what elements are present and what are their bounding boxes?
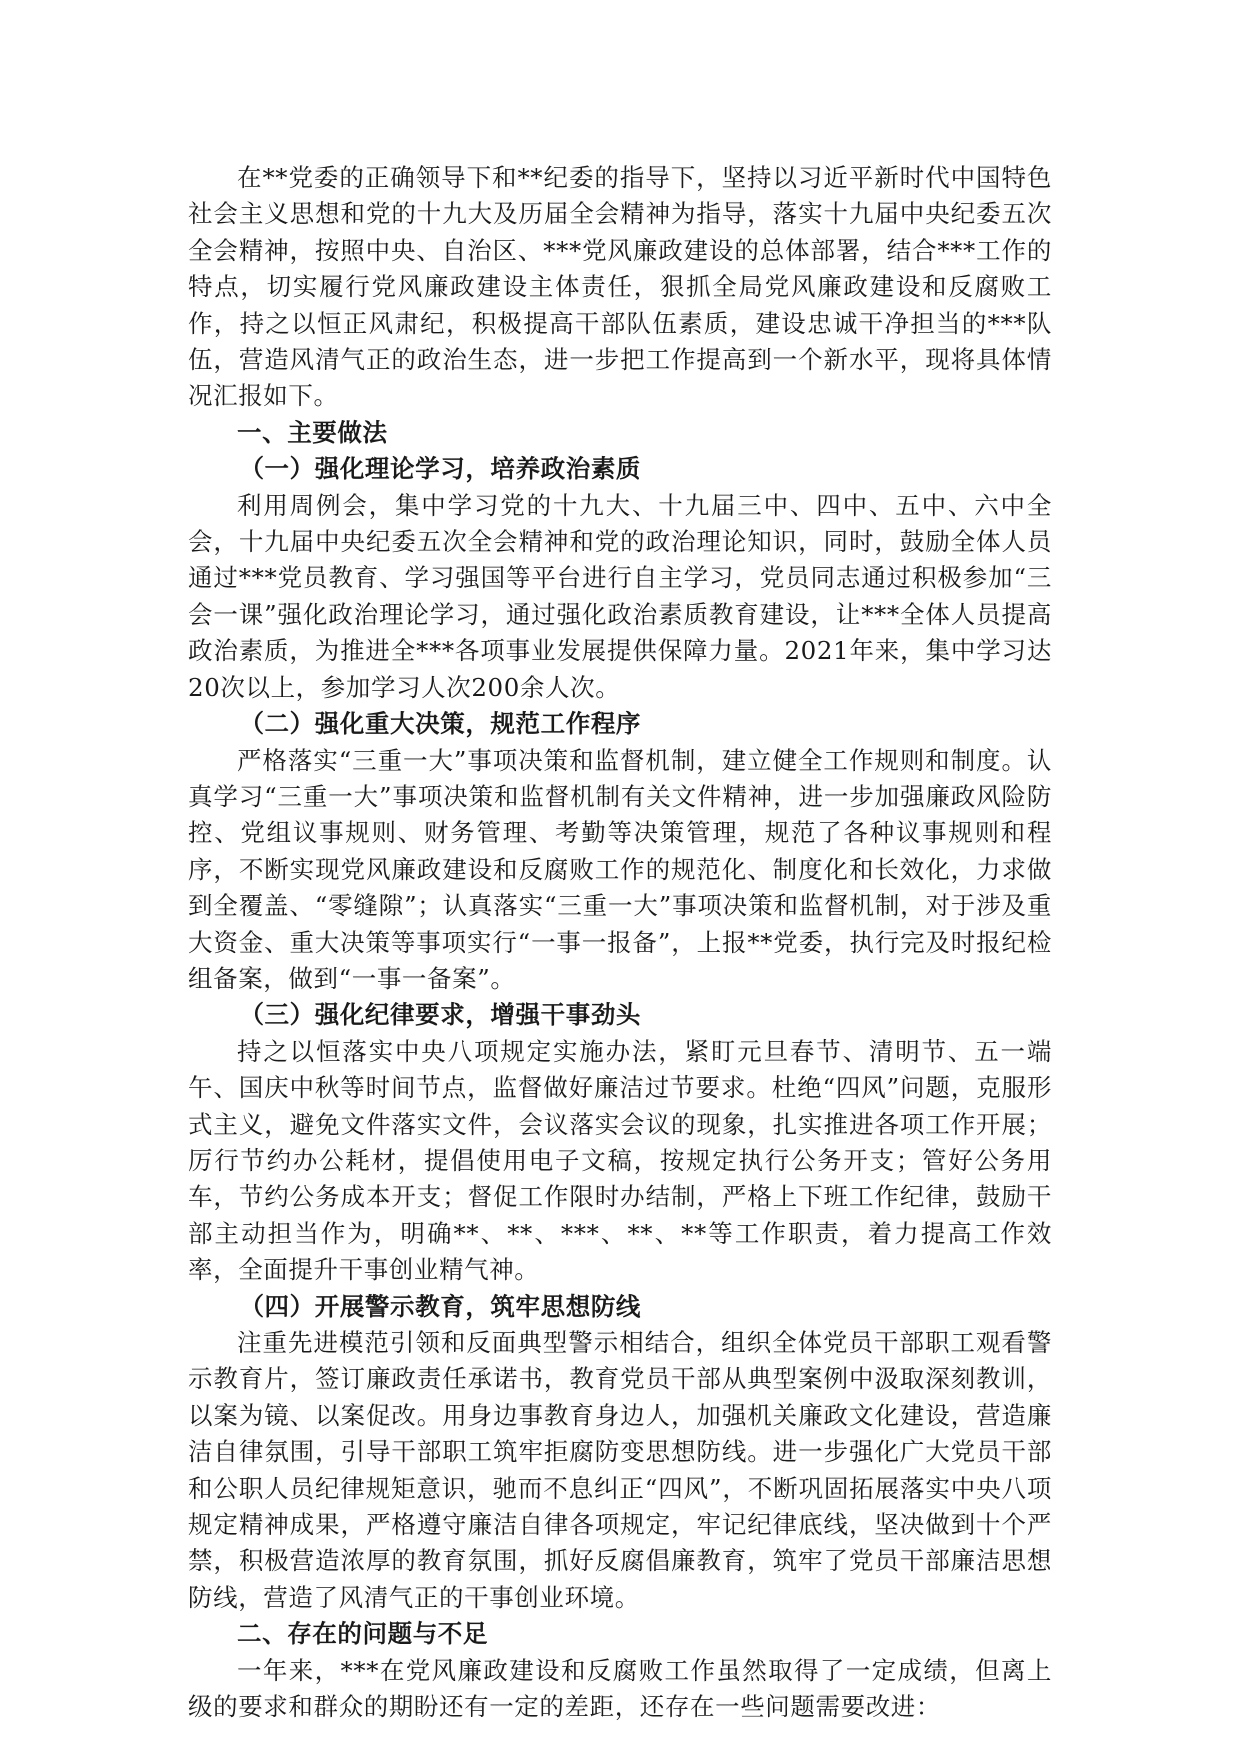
paragraph-theory-study: 利用周例会，集中学习党的十九大、十九届三中、四中、五中、六中全会，十九届中央纪委五次全会精神和党的政治理论知识，同时，鼓励全体人员通过***党员教育、学习强国等平台进行自主学习，党员同志通过积极参加“三会一课”强化政治理论学习，通过强化政治素质教育建设，让***全体人员提高政治素质，为推进全***各项事业发展提供保障力量。2021年来，集中学习达20次以上，参加学习人次200余人次。 (188, 490, 1052, 702)
subheading-warning-education: （四）开展警示教育，筑牢思想防线 (239, 1291, 642, 1321)
subheading-theory-study: （一）强化理论学习，培养政治素质 (239, 454, 642, 484)
intro-paragraph: 在**党委的正确领导下和**纪委的指导下，坚持以习近平新时代中国特色社会主义思想和党的十九大及历届全会精神为指导，落实十九届中央纪委五次全会精神，按照中央、自治区、***党风廉政建设的总体部署，结合***工作的特点，切实履行党风廉政建设主体责任，狠抓全局党风廉政建设和反腐败工作，持之以恒正风肃纪，积极提高干部队伍素质，建设忠诚干净担当的***队伍，营造风清气正的政治生态，进一步把工作提高到一个新水平，现将具体情况汇报如下。 (188, 163, 1052, 411)
section-heading-problems: 二、存在的问题与不足 (237, 1619, 488, 1649)
paragraph-discipline: 持之以恒落实中央八项规定实施办法，紧盯元旦春节、清明节、五一端午、国庆中秋等时间节点，监督做好廉洁过节要求。杜绝“四风”问题，克服形式主义，避免文件落实文件，会议落实会议的现象，扎实推进各项工作开展；厉行节约办公耗材，提倡使用电子文稿，按规定执行公务开支；管好公务用车，节约公务成本开支；督促工作限时办结制，严格上下班工作纪律，鼓励干部主动担当作为，明确**、**、***、**、**等工作职责，着力提高工作效率，全面提升干事创业精气神。 (188, 1036, 1052, 1285)
document-page (188, 160, 1052, 1725)
paragraph-problems: 一年来，***在党风廉政建设和反腐败工作虽然取得了一定成绩，但离上级的要求和群众的期盼还有一定的差距，还存在一些问题需要改进： (188, 1655, 1052, 1722)
paragraph-major-decisions: 严格落实“三重一大”事项决策和监督机制，建立健全工作规则和制度。认真学习“三重一大”事项决策和监督机制有关文件精神，进一步加强廉政风险防控、党组议事规则、财务管理、考勤等决策管理，规范了各种议事规则和程序，不断实现党风廉政建设和反腐败工作的规范化、制度化和长效化，力求做到全覆盖、“零缝隙”；认真落实“三重一大”事项决策和监督机制，对于涉及重大资金、重大决策等事项实行“一事一报备”，上报**党委，执行完及时报纪检组备案，做到“一事一备案”。 (188, 745, 1052, 993)
paragraph-warning-education: 注重先进模范引领和反面典型警示相结合，组织全体党员干部职工观看警示教育片，签订廉政责任承诺书，教育党员干部从典型案例中汲取深刻教训，以案为镜、以案促改。用身边事教育身边人，加强机关廉政文化建设，营造廉洁自律氛围，引导干部职工筑牢拒腐防变思想防线。进一步强化广大党员干部和公职人员纪律规矩意识，驰而不息纠正“四风”，不断巩固拓展落实中央八项规定精神成果，严格遵守廉洁自律各项规定，牢记纪律底线，坚决做到十个严禁，积极营造浓厚的教育氛围，抓好反腐倡廉教育，筑牢了党员干部廉洁思想防线，营造了风清气正的干事创业环境。 (188, 1328, 1052, 1612)
section-heading-main-practices: 一、主要做法 (237, 417, 388, 447)
subheading-major-decisions: （二）强化重大决策，规范工作程序 (239, 709, 642, 739)
subheading-discipline: （三）强化纪律要求，增强干事劲头 (239, 1000, 642, 1030)
